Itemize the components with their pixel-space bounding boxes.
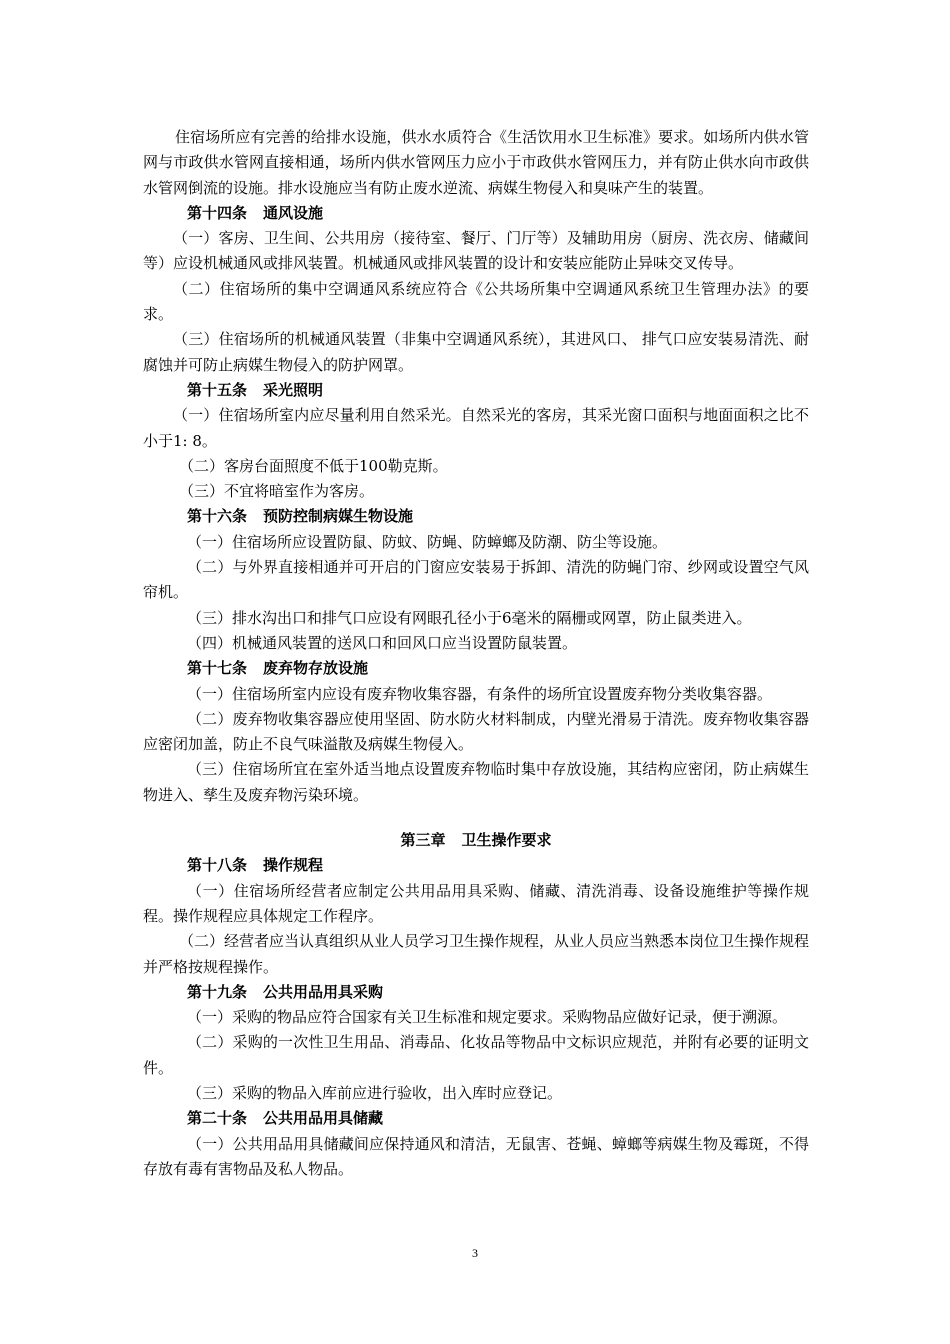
article-number: 第二十条 bbox=[187, 1109, 248, 1128]
paragraph: （四）机械通风装置的送风口和回风口应当设置防鼠装置。 bbox=[187, 633, 578, 652]
paragraph: （三）不宜将暗室作为客房。 bbox=[179, 482, 375, 501]
paragraph: （三）排水沟出口和排气口应设有网眼孔径小于6毫米的隔栅或网罩，防止鼠类进入。 bbox=[187, 608, 752, 627]
chapter-title: 卫生操作要求 bbox=[461, 831, 552, 850]
chapter-heading bbox=[143, 828, 809, 853]
article-number: 第十九条 bbox=[187, 982, 248, 1001]
article-title: 操作规程 bbox=[263, 856, 324, 875]
article-number: 第十五条 bbox=[187, 380, 248, 399]
article-title: 预防控制病媒生物设施 bbox=[263, 507, 414, 526]
paragraph: （二）采购的一次性卫生用品、消毒品、化妆品等物品中文标识应规范，并附有必要的证明文件。 bbox=[143, 1033, 809, 1077]
article-number: 第十七条 bbox=[187, 659, 248, 678]
paragraph: （一）住宿场所应设置防鼠、防蚊、防蝇、防蟑螂及防潮、防尘等设施。 bbox=[187, 532, 668, 551]
article-title: 通风设施 bbox=[263, 203, 324, 222]
page-number: 3 bbox=[472, 1246, 478, 1260]
article-title: 公共用品用具采购 bbox=[263, 982, 384, 1001]
paragraph: （二）经营者应当认真组织从业人员学习卫生操作规程，从业人员应当熟悉本岗位卫生操作规程并严格按规程操作。 bbox=[143, 932, 810, 976]
article-number: 第十六条 bbox=[187, 507, 248, 526]
article-heading bbox=[143, 1106, 809, 1131]
article-heading bbox=[143, 980, 809, 1005]
paragraph: （三）住宿场所的机械通风装置（非集中空调通风系统），其进风口、 排气口应安装易清洗、耐腐蚀并可防止病媒生物侵入的防护网罩。 bbox=[143, 330, 809, 374]
chapter-number: 第三章 bbox=[400, 831, 446, 850]
paragraph: （三）住宿场所宜在室外适当地点设置废弃物临时集中存放设施，其结构应密闭，防止病媒生物进入、孳生及废弃物污染环境。 bbox=[143, 760, 809, 804]
paragraph: （一）住宿场所室内应尽量利用自然采光。自然采光的客房，其采光窗口面积与地面面积之比不小于1: 8。 bbox=[143, 406, 809, 450]
paragraph: （一）住宿场所经营者应制定公共用品用具采购、储藏、清洗消毒、设备设施维护等操作规程。操作规程应具体规定工作程序。 bbox=[143, 881, 809, 925]
article-number: 第十八条 bbox=[187, 856, 248, 875]
article-heading bbox=[143, 201, 809, 226]
paragraph: 住宿场所应有完善的给排水设施，供水水质符合《生活饮用水卫生标准》要求。如场所内供水管网与市政供水管网直接相通，场所内供水管网压力应小于市政供水管网压力，并有防止供水向市政供水管网倒流的设施。排水设施应当有防止废水逆流、病媒生物侵入和臭味产生的装置。 bbox=[143, 128, 809, 197]
page-content bbox=[143, 125, 809, 1182]
paragraph: （二）住宿场所的集中空调通风系统应符合《公共场所集中空调通风系统卫生管理办法》的要求。 bbox=[143, 279, 809, 324]
paragraph: （三）采购的物品入库前应进行验收，出入库时应登记。 bbox=[187, 1083, 563, 1102]
article-heading bbox=[143, 378, 809, 403]
article-heading bbox=[143, 853, 809, 878]
paragraph: （二）废弃物收集容器应使用坚固、防水防火材料制成，内壁光滑易于清洗。废弃物收集容器应密闭加盖，防止不良气味溢散及病媒生物侵入。 bbox=[143, 709, 809, 754]
article-heading bbox=[143, 656, 809, 681]
article-heading bbox=[143, 504, 809, 529]
article-title: 废弃物存放设施 bbox=[263, 659, 369, 678]
paragraph: （一）客房、卫生间、公共用房（接待室、餐厅、门厅等）及辅助用房（厨房、洗衣房、储藏间等）应设机械通风或排风装置。机械通风或排风装置的设计和安装应能防止异味交叉传导。 bbox=[143, 229, 809, 273]
paragraph: （一）采购的物品应符合国家有关卫生标准和规定要求。采购物品应做好记录，便于溯源。 bbox=[187, 1008, 788, 1027]
article-number: 第十四条 bbox=[187, 203, 248, 222]
article-title: 公共用品用具储藏 bbox=[263, 1109, 384, 1128]
paragraph: （二）与外界直接相通并可开启的门窗应安装易于拆卸、清洗的防蝇门帘、纱网或设置空气风帘机。 bbox=[143, 558, 809, 602]
paragraph: （二）客房台面照度不低于100勒克斯。 bbox=[179, 456, 448, 475]
paragraph: （一）公共用品用具储藏间应保持通风和清洁，无鼠害、苍蝇、蟑螂等病媒生物及霉斑，不得存放有毒有害物品及私人物品。 bbox=[143, 1134, 809, 1178]
article-title: 采光照明 bbox=[263, 380, 324, 399]
paragraph: （一）住宿场所室内应设有废弃物收集容器，有条件的场所宜设置废弃物分类收集容器。 bbox=[187, 684, 773, 703]
